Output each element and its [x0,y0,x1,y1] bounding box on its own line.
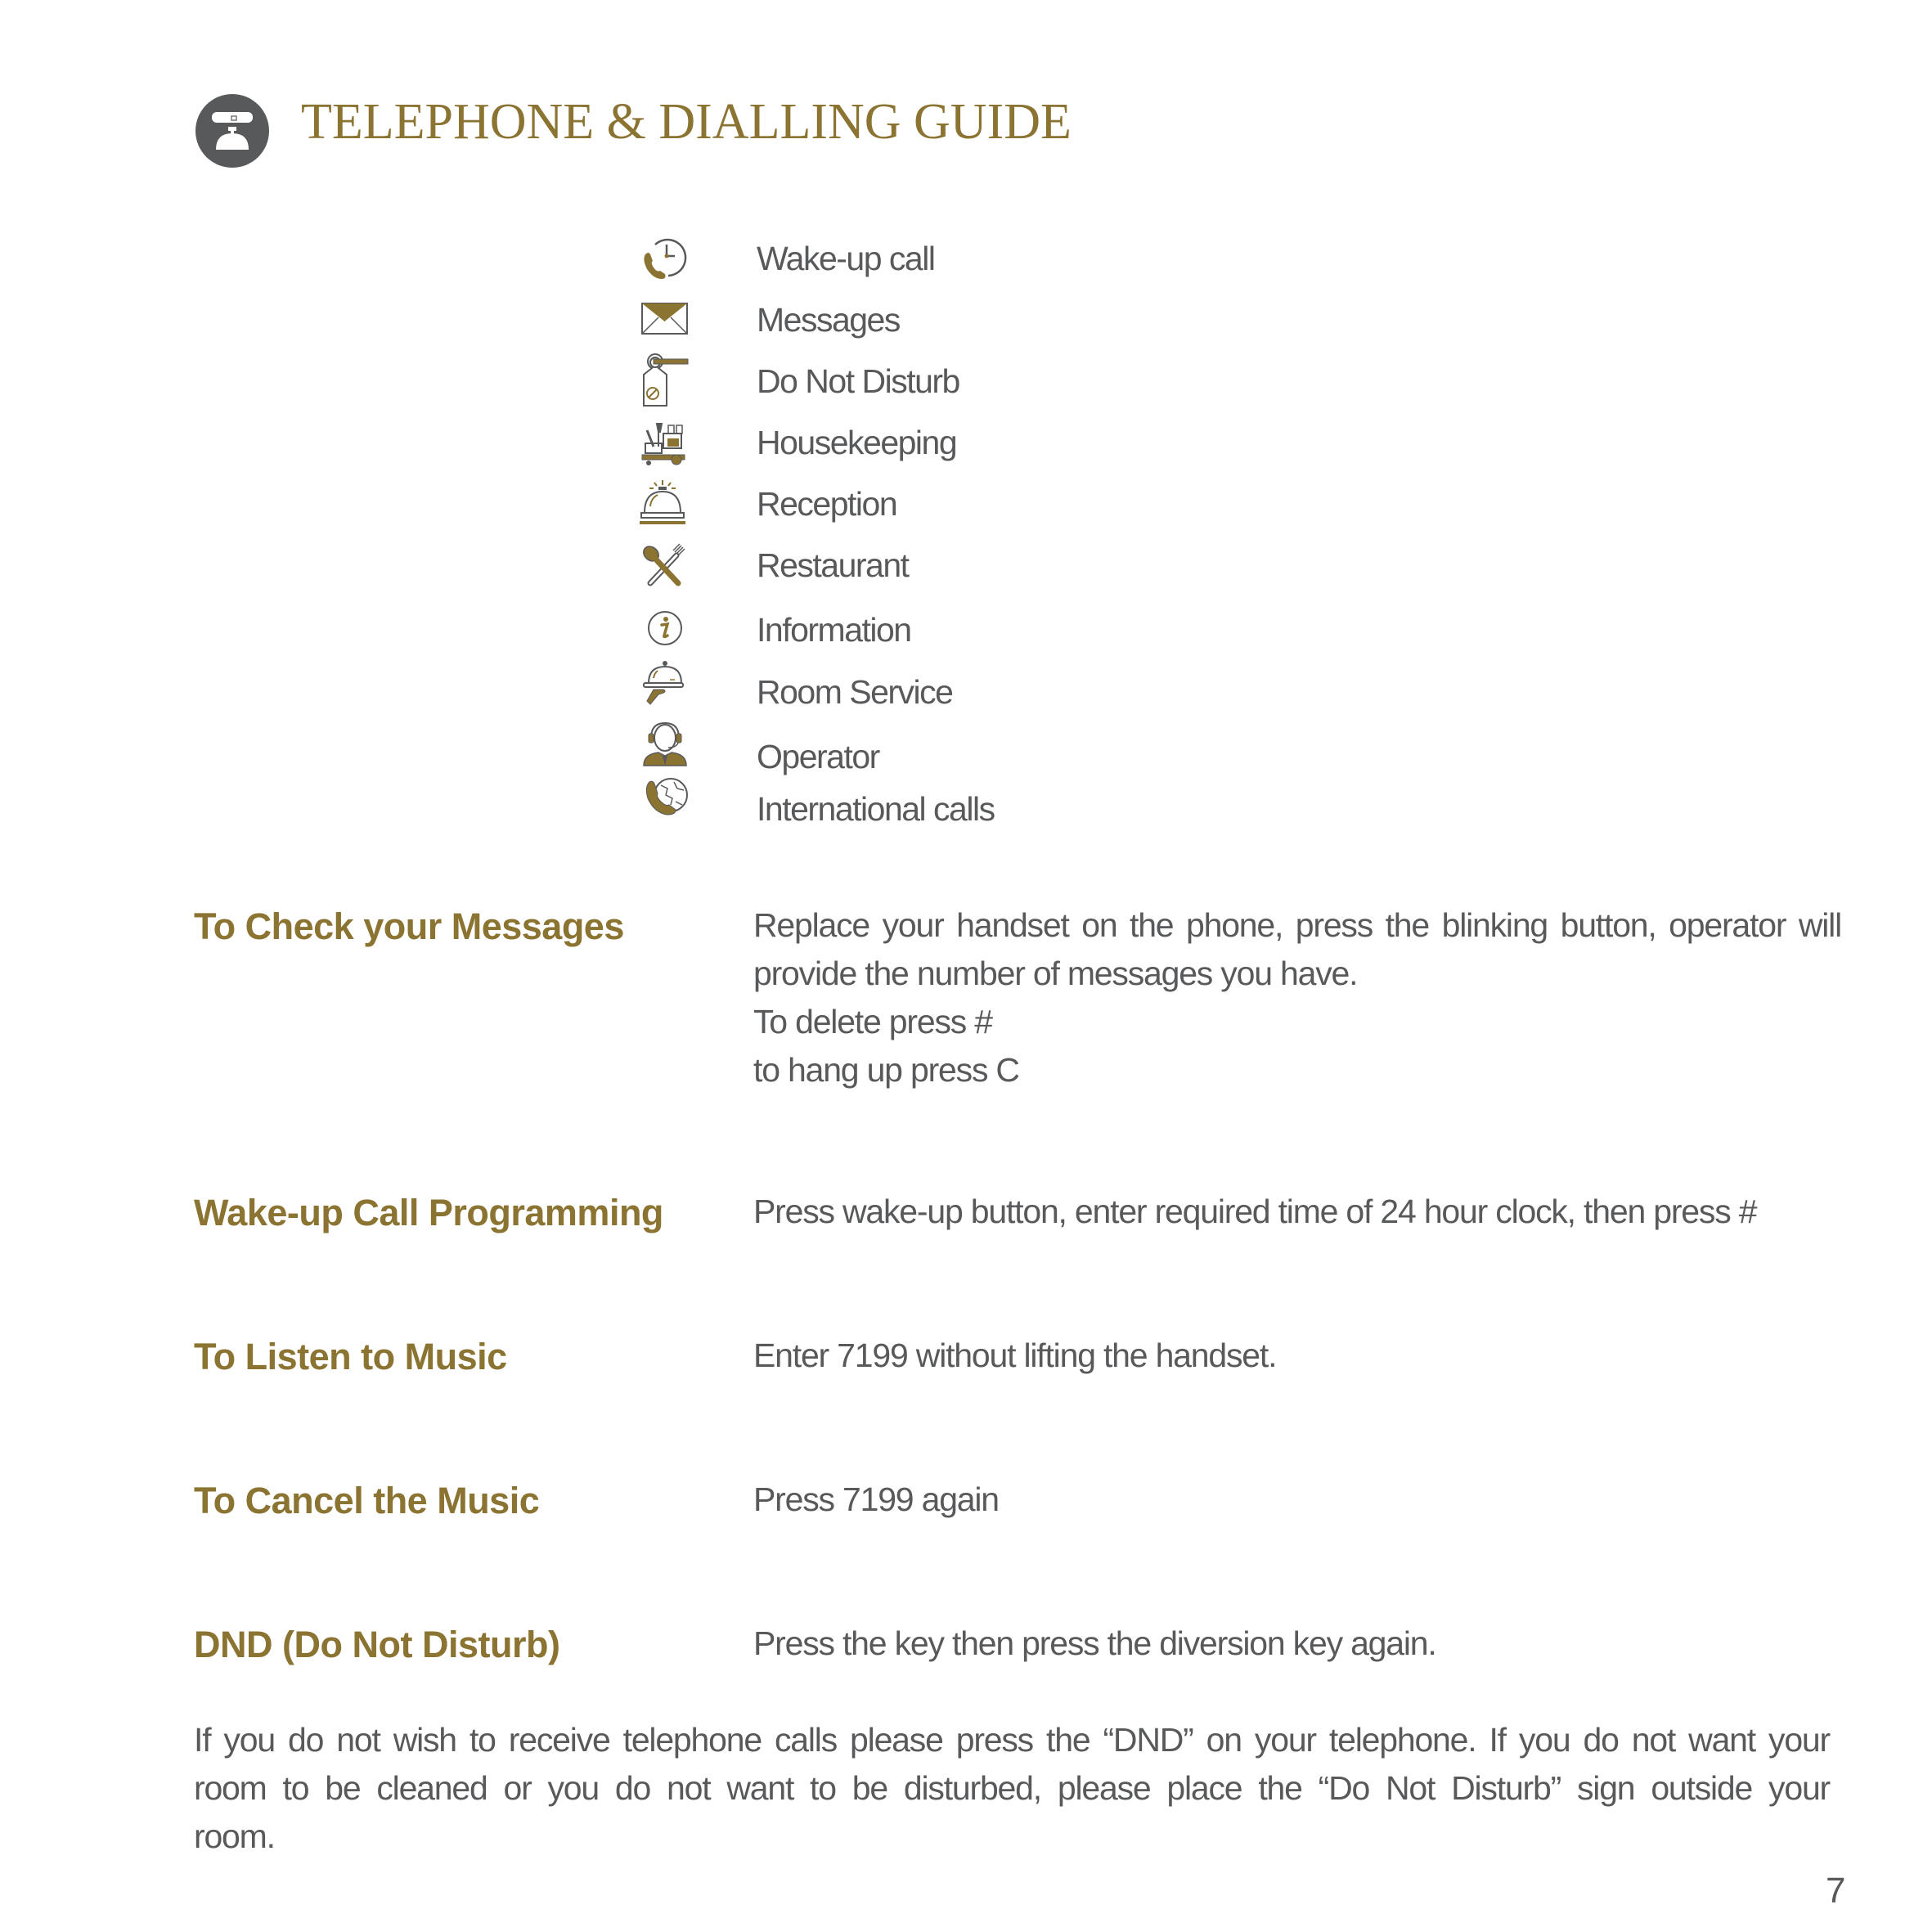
paragraph-line: room to be cleaned or you do not want to be disturbed, please place the “Do Not Disturb” sign outside your [194,1769,1830,1807]
service-label: Do Not Disturb [757,362,959,400]
globe-phone-icon [643,777,692,826]
body-line: Press the key then press the diversion key again. [753,1624,1436,1662]
service-label: International calls [757,790,995,828]
wake-up-call-icon [640,233,690,282]
cloche-tray-icon [640,658,690,708]
section-body-wake-up [753,1188,1756,1236]
service-label: Information [757,611,911,649]
body-line: to hang up press C [753,1051,1019,1089]
page-title: TELEPHONE & DIALLING GUIDE [301,94,1072,150]
section-body-dnd [753,1620,1436,1668]
body-line: Press 7199 again [753,1480,999,1518]
spoon-fork-icon [640,542,690,591]
paragraph-line: If you do not wish to receive telephone calls please press the “DND” on your telephone. If you do not want your [194,1721,1830,1759]
service-label: Reception [757,485,897,523]
section-body-check-messages [753,901,1841,1094]
service-label: Operator [757,738,879,775]
envelope-icon [640,297,690,346]
section-heading-listen-music: To Listen to Music [194,1336,507,1377]
operator-headset-icon [640,720,690,769]
housekeeping-cart-icon [640,419,690,468]
section-body-listen-music [753,1332,1276,1380]
section-heading-wake-up: Wake-up Call Programming [194,1192,663,1233]
service-label: Restaurant [757,546,909,584]
body-line: provide the number of messages you have. [753,955,1358,992]
service-label: Wake-up call [757,240,935,277]
section-heading-check-messages: To Check your Messages [194,905,624,947]
service-label: Messages [757,301,900,339]
telephone-bell-icon [195,94,269,168]
service-label: Housekeeping [757,424,957,461]
reception-bell-icon [638,479,687,528]
info-icon [640,605,690,654]
body-line: To delete press # [753,1003,992,1040]
section-heading-dnd: DND (Do Not Disturb) [194,1624,560,1665]
section-heading-cancel-music: To Cancel the Music [194,1480,540,1521]
dnd-info-paragraph [194,1716,1830,1861]
body-line: Press wake-up button, enter required time of 24 hour clock, then press # [753,1193,1757,1230]
paragraph-line: room. [194,1817,275,1855]
body-line: Replace your handset on the phone, press the blinking button, operator will [753,906,1841,944]
section-body-cancel-music [753,1476,999,1524]
body-line: Enter 7199 without lifting the handset. [753,1337,1277,1374]
door-hanger-icon [640,350,690,409]
page-number: 7 [1826,1871,1846,1911]
service-label: Room Service [757,673,953,711]
